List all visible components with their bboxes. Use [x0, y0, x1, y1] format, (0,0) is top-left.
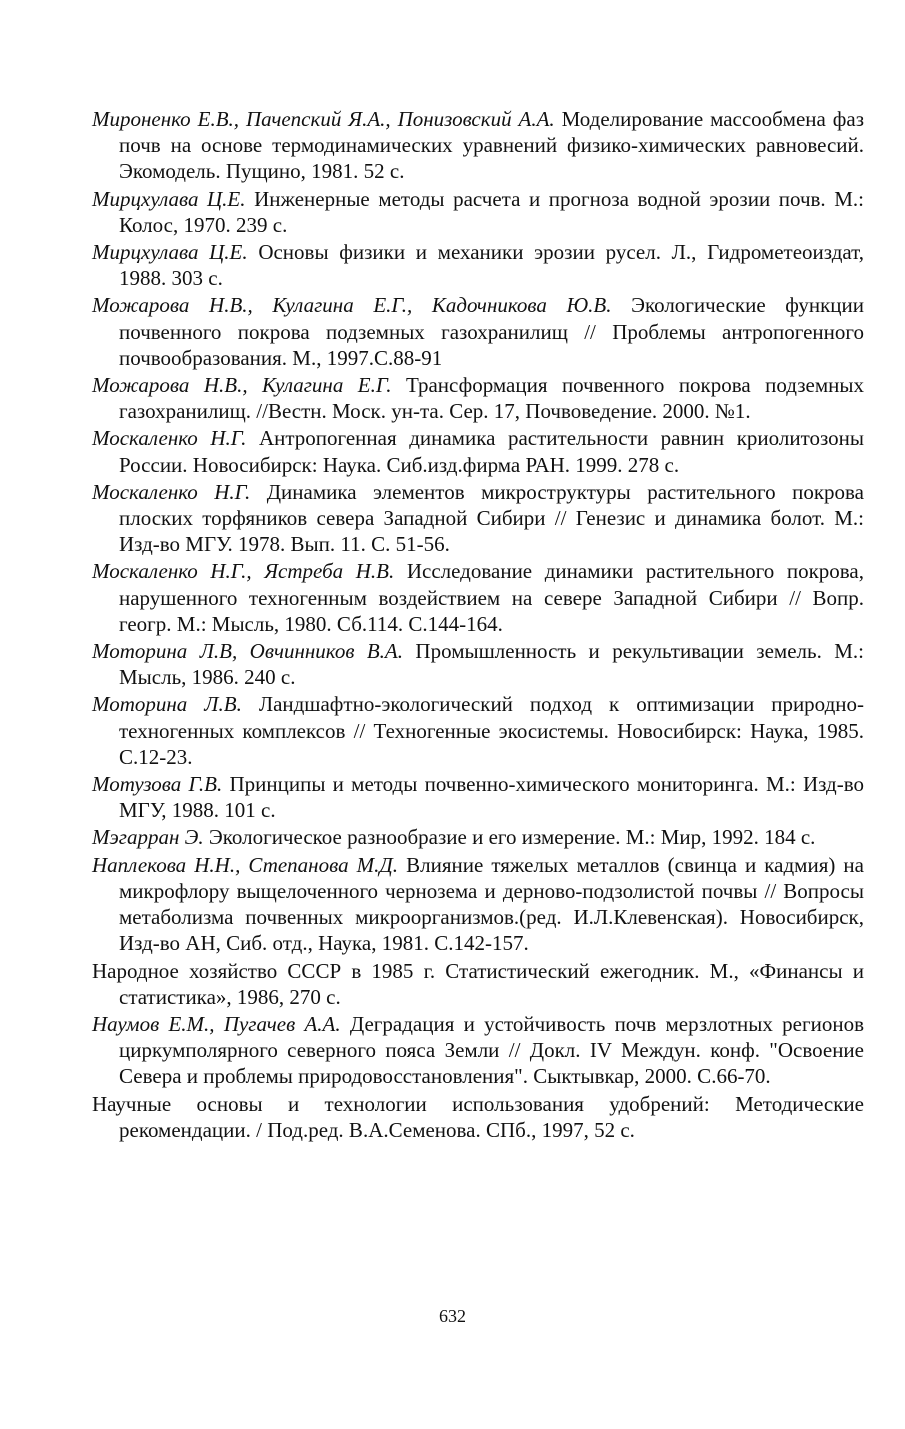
reference-entry	[92, 292, 864, 371]
reference-entry	[92, 106, 864, 185]
page-number: 632	[439, 1306, 466, 1326]
reference-text: Принципы и методы почвенно-химического мониторинга. М.: Изд-во МГУ, 1988. 101 с.	[119, 772, 865, 823]
reference-text: Экологические функции почвенного покрова подземных газохранилищ // Проблемы антропогенного почвообразования. М., 1997.С.88-91	[119, 293, 865, 370]
reference-text: Антропогенная динамика растительности равнин криолитозоны России. Новосибирск: Наука. Сиб.изд.фирма РАН. 1999. 278 с.	[119, 426, 864, 477]
reference-authors: Моторина Л.В, Овчинников В.А.	[92, 639, 404, 664]
reference-entry	[92, 771, 864, 823]
reference-text: Моделирование массообмена фаз почв на основе термодинамических уравнений физико-химических равновесий. Экомодель. Пущино, 1981. 52 с.	[119, 107, 864, 184]
reference-entry	[92, 425, 864, 477]
reference-authors: Мироненко Е.В., Пачепский Я.А., Понизовский А.А.	[92, 107, 555, 131]
reference-entry	[92, 372, 864, 424]
reference-text: Динамика элементов микроструктуры растительного покрова плоских торфяников севера Западной Сибири // Генезис и динамика болот. М.: Изд-во МГУ. 1978. Вып. 11. С. 51-56.	[119, 479, 864, 557]
reference-entry	[92, 958, 864, 1010]
reference-text: Экологическое разнообразие и его измерение. М.: Мир, 1992. 184 с.	[203, 825, 816, 850]
reference-authors: Москаленко Н.Г., Ястреба Н.В.	[92, 559, 395, 584]
reference-text: Народное хозяйство СССР в 1985 г. Статистический ежегодник. М., «Финансы и статистика», 1986, 270 с.	[92, 958, 864, 1009]
reference-entry	[92, 239, 864, 291]
reference-authors: Моторина Л.В.	[92, 692, 242, 717]
reference-entry	[92, 1011, 864, 1090]
reference-entry	[92, 824, 864, 850]
reference-text: Деградация и устойчивость почв мерзлотных регионов циркумполярного северного пояса Земли // Докл. IV Междун. конф. "Освоение Севера и проблемы природовосстановления". Сыктывкар, 2000. С.66-70.	[119, 1011, 865, 1089]
reference-authors: Мэгарран Э.	[92, 825, 204, 850]
reference-entry	[92, 691, 864, 770]
reference-entry	[92, 1091, 864, 1143]
reference-text: Научные основы и технологии использования удобрений: Методические рекомендации. / Под.ред. В.А.Семенова. СПб., 1997, 52 с.	[92, 1091, 864, 1142]
reference-authors: Можарова Н.В., Кулагина Е.Г., Кадочникова Ю.В.	[92, 293, 612, 318]
reference-text: Трансформация почвенного покрова подземных газохранилищ. //Вестн. Моск. ун-та. Сер. 17, Почвоведение. 2000. №1.	[119, 373, 864, 424]
reference-entry	[92, 852, 864, 957]
reference-text: Основы физики и механики эрозии русел. Л., Гидрометеоиздат, 1988. 303 с.	[119, 240, 865, 291]
reference-authors: Мотузова Г.В.	[92, 772, 223, 797]
reference-list	[92, 106, 864, 1144]
reference-authors: Мирцхулава Ц.Е.	[92, 186, 246, 211]
reference-entry	[92, 638, 864, 690]
reference-entry	[92, 186, 864, 238]
reference-text: Исследование динамики растительного покрова, нарушенного техногенным воздействием на севере Западной Сибири // Вопр. геогр. М.: Мысль, 1980. Сб.114. С.144-164.	[119, 559, 864, 636]
reference-text: Ландшафтно-экологический подход к оптимизации природно-техногенных комплексов // Техногенные экосистемы. Новосибирск: Наука, 1985. С.12-23.	[119, 692, 864, 769]
reference-text: Промышленность и рекультивации земель. М.: Мысль, 1986. 240 с.	[119, 639, 864, 690]
reference-entry	[92, 558, 864, 637]
reference-authors: Наумов Е.М., Пугачев А.А.	[92, 1011, 341, 1036]
reference-authors: Мирцхулава Ц.Е.	[92, 240, 248, 265]
reference-authors: Москаленко Н.Г.	[92, 426, 247, 451]
reference-authors: Наплекова Н.Н., Степанова М.Д.	[92, 852, 399, 877]
reference-text: Инженерные методы расчета и прогноза водной эрозии почв. М.: Колос, 1970. 239 с.	[119, 186, 864, 237]
reference-authors: Можарова Н.В., Кулагина Е.Г.	[92, 373, 392, 398]
reference-text: Влияние тяжелых металлов (свинца и кадмия) на микрофлору выщелоченного чернозема и дерново-подзолистой почвы // Вопросы метаболизма почвенных микроорганизмов.(ред. И.Л.Клевенская). Новосибирск, Изд-во АН, Сиб. отд., Наука, 1981. С.142-157.	[119, 852, 864, 956]
reference-authors: Москаленко Н.Г.	[92, 479, 251, 504]
reference-entry	[92, 479, 864, 558]
